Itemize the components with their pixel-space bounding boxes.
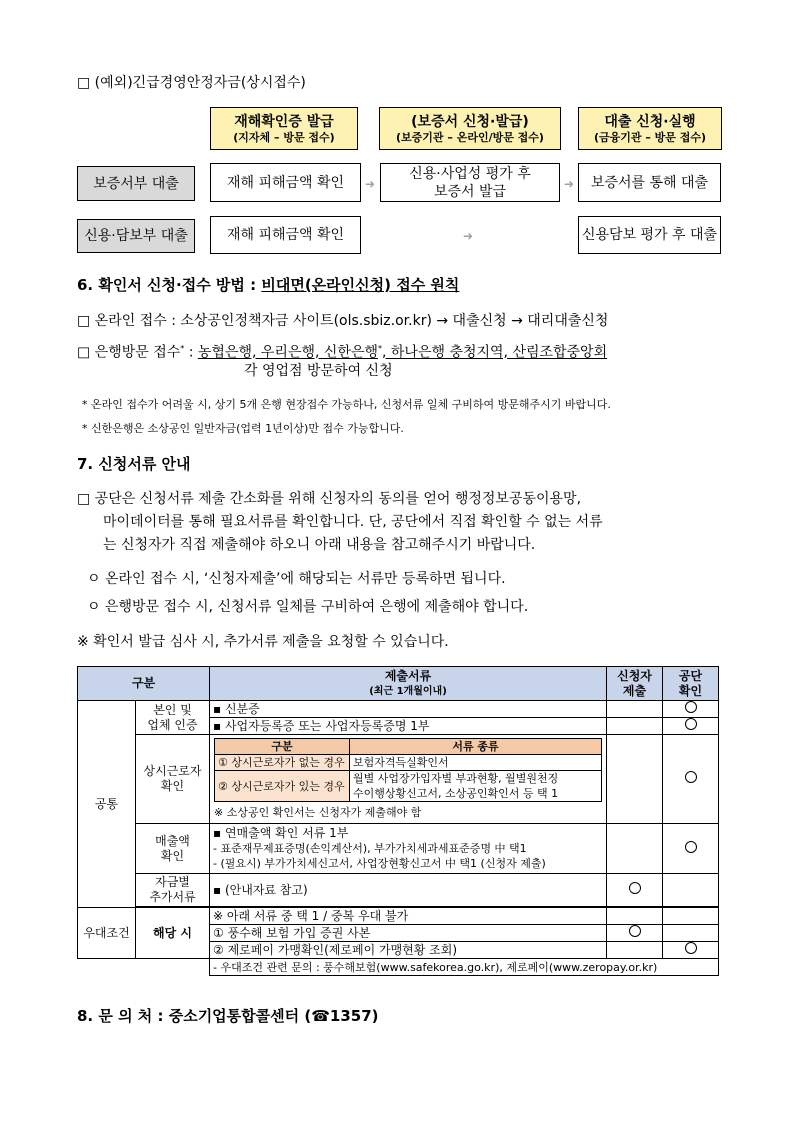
pref-sub-label: 해당 시 [136,908,210,959]
header-applicant [607,667,663,701]
header-docs-title: 제출서류 [384,668,432,683]
bank-colon: : [184,344,198,361]
flow-header-3-title: 대출 신청·실행 [604,113,696,130]
bank-names-rest: , 하나은행 충청지역, 산림조합중앙회 [382,344,608,361]
flow-header-3 [578,107,722,150]
id-label-line1: 본인 및 [153,702,192,717]
flow-row1-cell2-line2: 보증서 발급 [433,183,507,200]
table-row [78,908,719,925]
section7-title: 7. 신청서류 안내 [77,455,191,473]
pref-label: 우대조건 [78,908,136,959]
emp-agency [663,735,719,824]
extra-doc: ▪ (안내자료 참고) [210,874,607,907]
circle-mark-icon [685,701,697,713]
id-doc1-applicant [607,701,663,718]
circle-mark-icon [685,942,697,954]
pref-line3-applicant [607,942,663,959]
header-gubun: 구분 [78,667,210,701]
section7-o1: ㅇ 온라인 접수 시, ‘신청자제출’에 해당되는 서류만 등록하면 됩니다. [87,571,506,587]
header-agency-line1: 공단 [678,668,703,683]
header-agency-line2: 확인 [678,683,703,698]
id-doc2-agency [663,718,719,735]
emp-label-line2: 확인 [160,779,185,793]
common-label: 공통 [78,701,136,908]
circle-mark-icon [629,882,641,894]
table-row [78,735,719,824]
emp-label-line1: 상시근로자 [143,764,202,778]
header-applicant-line2: 제출 [622,683,647,698]
section6-bank [77,340,607,362]
sales-applicant [607,824,663,874]
arrow-right-icon: ➜ [564,177,575,191]
sales-label-line1: 매출액 [155,833,190,848]
section7-note: ※ 확인서 발급 심사 시, 추가서류 제출을 요청할 수 있습니다. [77,634,449,650]
section6-title [77,275,459,295]
sales-agency [663,824,719,874]
flow-row2-label: 신용·담보부 대출 [77,219,195,253]
bank-sup2: * [378,344,382,353]
section7-o2: ㅇ 은행방문 접수 시, 신청서류 일체를 구비하여 은행에 제출해야 합니다. [87,599,529,615]
sales-label [136,824,210,874]
pref-line1-agency [663,908,719,925]
section6-title-prefix: 6. 확인서 신청·접수 방법 : [77,276,262,294]
id-label [136,701,210,735]
flow-header-1 [210,107,358,150]
extra-applicant [607,874,663,907]
emp-r2-b-line1: 월별 사업장가입자별 부과현황, 월별원천징 [353,772,559,785]
id-doc1-agency [663,701,719,718]
bank-names: 농협은행, 우리은행, 신한은행 [197,344,378,361]
section8-title-prefix: 8. 문 의 처 : 중소기업통합콜센터 ( [77,1007,312,1025]
flow-row1-label: 보증서부 대출 [77,166,195,201]
emp-inner-h1: 구분 [215,739,350,755]
emp-inner-table [214,738,602,802]
emp-label [136,735,210,824]
id-doc2: ▪ 사업자등록증 또는 사업자등록증명 1부 [210,718,607,735]
extra-agency [663,874,719,907]
emp-applicant [607,735,663,824]
header-agency [663,667,719,701]
section6-online: □ 온라인 접수 : 소상공인정책자금 사이트(ols.sbiz.or.kr) → 대출신청 → 대리대출신청 [77,313,609,329]
arrow-right-icon: ➜ [463,229,474,243]
extra-label [136,874,210,907]
flow-header-1-sub: (지자체 – 방문 접수) [233,130,335,144]
section6-bank-line2: 각 영업점 방문하여 신청 [244,363,393,379]
circle-mark-icon [685,771,697,783]
emp-r1-b: 보험자격득실확인서 [350,755,602,771]
required-documents-table [77,666,719,976]
flow-header-1-title: 재해확인증 발급 [234,113,334,130]
flow-row1-cell1: 재해 피해금액 확인 [210,163,361,202]
bank-prefix: □ 은행방문 접수 [77,344,181,361]
sales-line1: ▪ 연매출액 확인 서류 1부 [213,826,349,840]
header-applicant-line1: 신청자 [617,668,652,683]
extra-label-line2: 추가서류 [149,890,196,904]
pref-line2: ① 풍수해 보험 가입 증권 사본 [210,925,607,942]
header-docs [210,667,607,701]
arrow-right-icon: ➜ [365,177,376,191]
pref-line2-agency [663,925,719,942]
section7-p1: □ 공단은 신청서류 제출 간소화를 위해 신청자의 동의를 얻어 행정정보공동이용망, [77,491,582,507]
flow-header-2-title: (보증서 신청·발급) [411,113,529,130]
header-docs-sub: (최근 1개월이내) [369,685,447,697]
flow-header-2 [379,107,561,150]
table-row [78,874,719,907]
flow-header-2-sub: (보증기관 – 온라인/방문 접수) [396,130,544,144]
circle-mark-icon [629,925,641,937]
sales-line2: - 표준재무제표증명(손익계산서), 부가가치세과세표준증명 中 택1 [213,842,527,855]
emp-r2-a: ② 상시근로자가 있는 경우 [215,771,350,802]
circle-mark-icon [685,841,697,853]
id-label-line2: 업체 인증 [147,717,198,732]
sales-line3: - (필요시) 부가가치세신고서, 사업장현황신고서 中 택1 (신청자 제출) [213,857,546,870]
circle-mark-icon [685,718,697,730]
flow-header-3-sub: (금융기관 – 방문 접수) [593,130,707,144]
section6-note1: * 온라인 접수가 어려울 시, 상기 5개 은행 현장접수 가능하나, 신청서류 일체 구비하여 방문해주시기 바랍니다. [82,398,611,411]
id-doc1: ▪ 신분증 [210,701,607,718]
flow-row1-cell2-line1: 신용·사업성 평가 후 [409,165,531,182]
emp-docs [210,735,607,824]
section8-title [77,1006,379,1026]
flow-row1-cell2 [380,163,560,202]
extra-label-line1: 자금별 [155,875,190,889]
phone-icon: ☎ [311,1007,330,1025]
bank-sup: * [180,344,185,353]
sales-label-line2: 확인 [160,848,185,863]
table-row [78,701,719,718]
emp-inner-h2: 서류 종류 [350,739,602,755]
pref-line1-applicant [607,908,663,925]
pref-line3-agency [663,942,719,959]
emp-r2-b-line2: 수이행상황신고서, 소상공인확인서 등 택 1 [353,787,559,800]
section7-p2: 마이데이터를 통해 필요서류를 확인합니다. 단, 공단에서 직접 확인할 수 없는 서류 [103,514,603,530]
section7-p3: 는 신청자가 직접 제출해야 하오니 아래 내용을 참고해주시기 바랍니다. [103,537,536,553]
flow-row2-cell3: 신용담보 평가 후 대출 [578,216,721,254]
exception-heading: □ (예외)긴급경영안정자금(상시접수) [77,75,306,91]
emp-r1-a: ① 상시근로자가 없는 경우 [215,755,350,771]
flow-row2-cell1: 재해 피해금액 확인 [210,216,361,254]
section6-title-underlined: 비대면(온라인신청) 접수 원칙 [261,276,460,294]
flow-row1-cell3: 보증서를 통해 대출 [578,163,721,202]
pref-line2-applicant [607,925,663,942]
table-row [78,824,719,874]
id-doc2-applicant [607,718,663,735]
table-row [78,959,719,976]
section6-note2: * 신한은행은 소상공인 일반자금(업력 1년이상)만 접수 가능합니다. [82,422,404,435]
emp-note: ※ 소상공인 확인서는 신청자가 제출해야 함 [214,806,422,819]
section8-phone-number: 1357) [329,1007,379,1025]
sales-docs [210,824,607,874]
pref-line1: ※ 아래 서류 중 택 1 / 중복 우대 불가 [210,908,607,925]
emp-r2-b [350,771,602,802]
pref-note: - 우대조건 관련 문의 : 풍수해보험(www.safekorea.go.kr), 제로페이(www.zeropay.or.kr) [210,959,719,976]
pref-line3: ② 제로페이 가맹확인(제로페이 가맹현황 조회) [210,942,607,959]
